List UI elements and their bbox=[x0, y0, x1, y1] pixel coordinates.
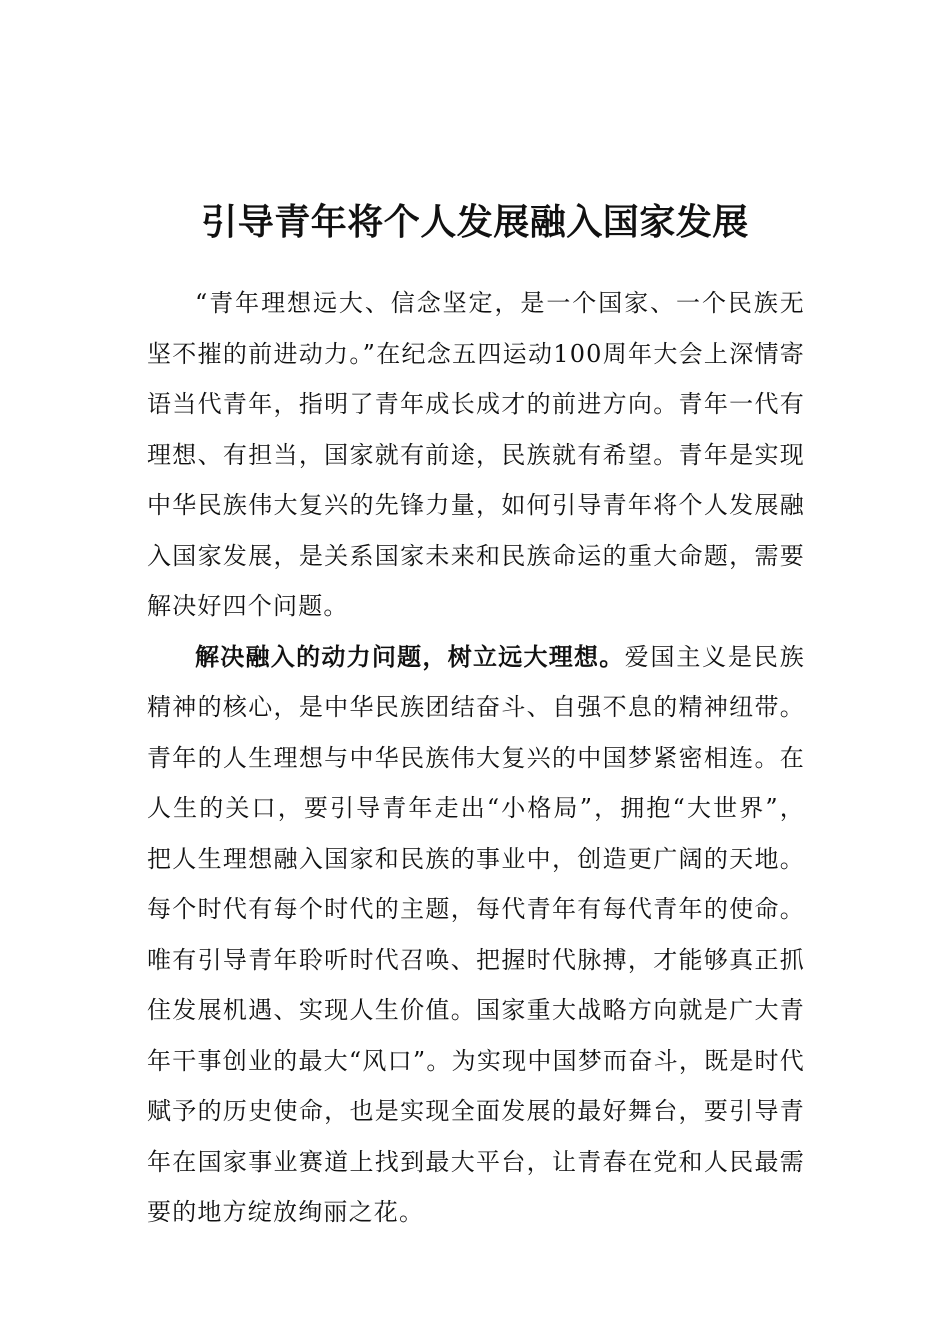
paragraph-intro bbox=[147, 278, 805, 632]
document-body bbox=[147, 278, 805, 1238]
paragraph-motivation bbox=[147, 632, 805, 1238]
paragraph-motivation-heading: 解决融入的动力问题，树立远大理想。 bbox=[195, 642, 625, 671]
paragraph-intro-text: “青年理想远大、信念坚定，是一个国家、一个民族无坚不摧的前进动力。”在纪念五四运动100周年大会上深情寄语当代青年，指明了青年成长成才的前进方向。青年一代有理想、有担当，国家就有前途，民族就有希望。青年是实现中华民族伟大复兴的先锋力量，如何引导青年将个人发展融入国家发展，是关系国家未来和民族命运的重大命题，需要解决好四个问题。 bbox=[147, 289, 805, 620]
document-title: 引导青年将个人发展融入国家发展 bbox=[201, 201, 749, 244]
paragraph-motivation-text: 爱国主义是民族精神的核心，是中华民族团结奋斗、自强不息的精神纽带。青年的人生理想与中华民族伟大复兴的中国梦紧密相连。在人生的关口，要引导青年走出“小格局”，拥抱“大世界”，把人生理想融入国家和民族的事业中，创造更广阔的天地。每个时代有每个时代的主题，每代青年有每代青年的使命。唯有引导青年聆听时代召唤、把握时代脉搏，才能够真正抓住发展机遇、实现人生价值。国家重大战略方向就是广大青年干事创业的最大“风口”。为实现中国梦而奋斗，既是时代赋予的历史使命，也是实现全面发展的最好舞台，要引导青年在国家事业赛道上找到最大平台，让青春在党和人民最需要的地方绽放绚丽之花。 bbox=[147, 642, 805, 1226]
